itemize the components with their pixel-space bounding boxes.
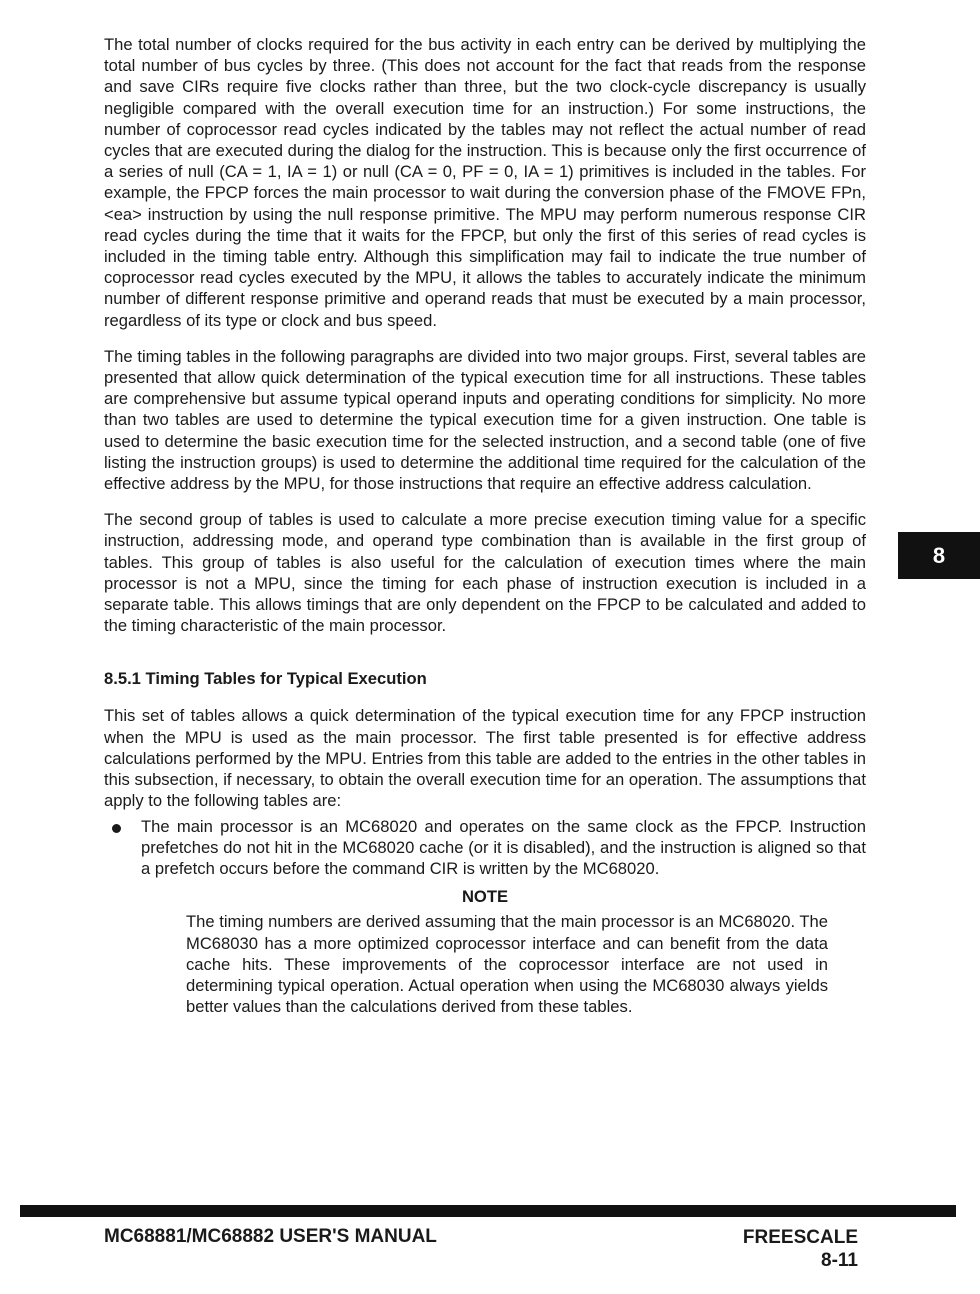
company-name: FREESCALE: [742, 1227, 858, 1248]
note-title: NOTE: [461, 887, 509, 907]
list-item-text: The main processor is an MC68020 and operates on the same clock as the FPCP. Instruction prefetches do not hit in the MC68020 cache (or it is disabled), and the instruction is aligned so that a prefetch occurs before the command CIR is written by the MC68020.: [141, 816, 866, 878]
page-content: [104, 34, 866, 1017]
assumption-list: [104, 816, 866, 880]
body-paragraph-3: The second group of tables is used to calculate a more precise execution timing value for a specific instruction, addressing mode, and operand type combination than is available in the first group of tables. This group of tables is also useful for the calculation of execution times where the main processor is not a MPU, since the timing for each phase of instruction execution is included in a separate table. This allows timings that are only dependent on the FPCP to be calculated and added to the timing characteristic of the main processor.: [104, 510, 866, 636]
section-intro: This set of tables allows a quick determination of the typical execution time for any FPCP instruction when the MPU is used as the main processor. The first table presented is for effective address calculations performed by the MPU. Entries from this table are added to the entries in the other tables in this subsection, if necessary, to obtain the overall execution time for an operation. The assumptions that apply to the following tables are:: [104, 706, 866, 811]
chapter-tab: 8: [898, 532, 980, 579]
bullet-icon: [112, 824, 121, 833]
page-number: 8-11: [821, 1250, 858, 1271]
footer-divider: [20, 1205, 956, 1217]
body-paragraph-2: The timing tables in the following paragraphs are divided into two major groups. First, several tables are presented that allow quick determination of the typical execution time for all instructions. These tables are comprehensive but assume typical operand inputs and operating conditions for simplicity. No more than two tables are used to determine the typical execution time for a given instruction. One table is used to determine the basic execution time for the selected instruction, and a second table (one of five listing the instruction groups) is used to determine the additional time required for the calculation of the effective address by the MPU, for those instructions that require an effective address calculation.: [104, 346, 866, 494]
section-heading: 8.5.1 Timing Tables for Typical Execution: [104, 669, 427, 689]
manual-title: MC68881/MC68882 USER'S MANUAL: [104, 1226, 437, 1247]
note-text: The timing numbers are derived assuming that the main processor is an MC68020. The MC68030 has a more optimized coprocessor interface and can benefit from the data cache hits. These improvements of the coprocessor interface are not used in determining typical operation. Actual operation when using the MC68030 always yields better values than the calculations derived from these tables.: [186, 912, 828, 1017]
footer-right: [743, 1226, 858, 1272]
list-item: [104, 816, 866, 880]
body-paragraph-1: The total number of clocks required for the bus activity in each entry can be derived by multiplying the total number of bus cycles by three. (This does not account for the fact that reads from the response and save CIRs require five clocks rather than three, but the two clock-cycle discrepancy is usually negligible compared with the overall execution time for an instruction.) For some instructions, the number of coprocessor read cycles indicated by the tables may not reflect the actual number of read cycles that are executed during the dialog for the instruction. This is because only the first occurrence of a series of null (CA = 1, IA = 1) or null (CA = 0, PF = 0, IA = 1) primitives is included in the tables. For example, the FPCP forces the main processor to wait during the conversion phase of the FMOVE FPn,<ea> instruction by using the null response primitive. The MPU may perform numerous response CIR read cycles during the time that it waits for the FPCP, but only the first of this series of read cycles is included in the timing table entry. Although this simplification may fail to indicate the true number of coprocessor read cycles executed by the MPU, it allows the tables to accurately indicate the minimum number of different response primitive and operand reads that must be executed by a main processor, regardless of its type or clock and bus speed.: [104, 35, 866, 330]
